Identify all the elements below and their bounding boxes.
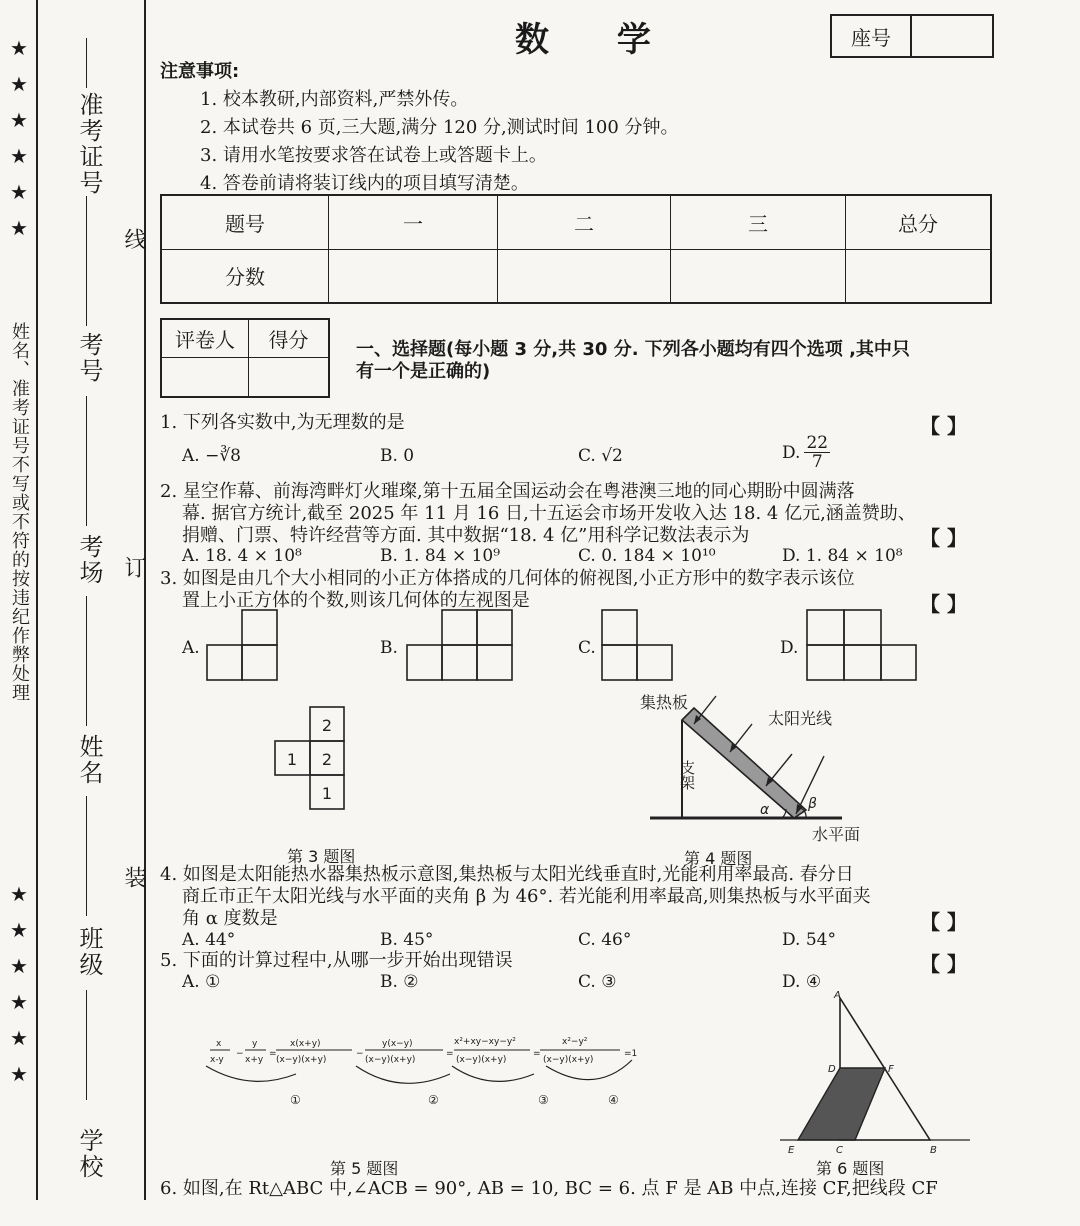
q2-answer-bracket[interactable]: 【 】 bbox=[920, 526, 967, 550]
field-exam-id: 准考证号 bbox=[75, 92, 103, 196]
seat-label: 座号 bbox=[832, 16, 912, 56]
q4-caption: 第 4 题图 bbox=[684, 849, 753, 868]
field-name: 姓名 bbox=[75, 734, 103, 786]
q3-option-b-label[interactable]: B. bbox=[380, 638, 398, 658]
svg-text:(x−y)(x+y): (x−y)(x+y) bbox=[456, 1055, 507, 1065]
q6-point-label: C bbox=[836, 1145, 843, 1156]
q3-option-figures bbox=[0, 600, 1080, 690]
q5-step-marker: ③ bbox=[538, 1093, 549, 1107]
svg-text:x²+xy−xy−y²: x²+xy−xy−y² bbox=[454, 1037, 516, 1047]
binding-char-order: 订 bbox=[121, 556, 146, 580]
q3-fig-number: 2 bbox=[321, 750, 333, 769]
score-table bbox=[160, 194, 992, 304]
q3-option-d-label[interactable]: D. bbox=[780, 638, 799, 658]
field-name-line bbox=[86, 796, 87, 916]
section-heading-cont: 有一个是正确的) bbox=[356, 361, 491, 382]
binding-char-line: 线 bbox=[121, 228, 146, 252]
q4-solar-figure bbox=[636, 690, 866, 850]
q6-point-label: B bbox=[930, 1145, 937, 1156]
seat-input[interactable] bbox=[912, 16, 992, 56]
q2-option-a[interactable]: A. 18. 4 × 10⁸ bbox=[182, 546, 302, 566]
q1-option-d[interactable] bbox=[782, 434, 830, 471]
q4-label-panel: 集热板 bbox=[640, 693, 689, 712]
q4-option-a[interactable]: A. 44° bbox=[182, 930, 236, 950]
field-exam-no-line bbox=[86, 396, 87, 526]
q1-stem: 1. 下列各实数中,为无理数的是 bbox=[160, 412, 405, 433]
q6-point-label: E bbox=[788, 1145, 795, 1156]
q4-option-c[interactable]: C. 46° bbox=[578, 930, 632, 950]
q2-option-d[interactable]: D. 1. 84 × 10⁸ bbox=[782, 546, 903, 566]
svg-text:(x−y)(x+y): (x−y)(x+y) bbox=[365, 1055, 416, 1065]
binding-char-bind: 装 bbox=[121, 866, 146, 890]
score-cell[interactable] bbox=[329, 249, 498, 303]
q5-option-d[interactable]: D. ④ bbox=[782, 972, 822, 992]
q3-stem-line: 3. 如图是由几个大小相同的小正方体搭成的几何体的俯视图,小正方形中的数字表示该位 bbox=[160, 568, 855, 589]
q2-option-c[interactable]: C. 0. 184 × 10¹⁰ bbox=[578, 546, 716, 566]
q6-point-label: A bbox=[834, 990, 841, 1001]
q6-point-label: F bbox=[888, 1064, 894, 1075]
q3-stem-line: 置上小正方体的个数,则该几何体的左视图是 bbox=[182, 590, 530, 611]
q4-label-sunlight: 太阳光线 bbox=[768, 709, 833, 728]
field-class: 班级 bbox=[75, 926, 103, 978]
q3-option-a-figure bbox=[207, 610, 277, 680]
q4-stem-line: 4. 如图是太阳能热水器集热板示意图,集热板与太阳光线垂直时,光能利用率最高. 春分日 bbox=[160, 864, 854, 885]
q4-label-support-text: 支架 bbox=[666, 760, 696, 778]
q3-top-view-figure bbox=[270, 704, 370, 816]
field-class-line bbox=[86, 990, 87, 1100]
q6-stem: 6. 如图,在 Rt△ABC 中,∠ACB = 90°, AB = 10, BC = 6. 点 F 是 AB 中点,连接 CF,把线段 CF bbox=[160, 1178, 938, 1199]
svg-text:−: − bbox=[236, 1049, 244, 1059]
field-exam-room: 考场 bbox=[75, 534, 103, 586]
q3-fig-number: 1 bbox=[286, 750, 298, 769]
grader-cell[interactable] bbox=[249, 357, 330, 397]
q5-option-c[interactable]: C. ③ bbox=[578, 972, 617, 992]
svg-text:=: = bbox=[533, 1049, 541, 1059]
q2-stem-line: 2. 星空作幕、前海湾畔灯火璀璨,第十五届全国运动会在粤港澳三地的同心期盼中圆满落 bbox=[160, 481, 855, 502]
svg-text:x(x+y): x(x+y) bbox=[290, 1039, 321, 1049]
q4-stem-line: 商丘市正午太阳光线与水平面的夹角 β 为 46°. 若光能利用率最高,则集热板与水平面夹 bbox=[182, 886, 871, 907]
note-item: 3. 请用水笔按要求答在试卷上或答题卡上。 bbox=[200, 145, 547, 166]
score-cell[interactable] bbox=[846, 249, 992, 303]
notes-heading: 注意事项: bbox=[160, 61, 240, 82]
q2-option-b[interactable]: B. 1. 84 × 10⁹ bbox=[380, 546, 501, 566]
q1-option-b[interactable]: B. 0 bbox=[380, 446, 415, 466]
q1-option-c[interactable]: C. √2 bbox=[578, 446, 623, 466]
seat-box bbox=[830, 14, 994, 58]
section-heading: 一、选择题(每小题 3 分,共 30 分. 下列各小题均有四个选项 ,其中只 bbox=[356, 339, 910, 360]
q3-option-a-label[interactable]: A. bbox=[182, 638, 200, 658]
score-header: 题号 bbox=[161, 195, 329, 249]
score-row-label: 分数 bbox=[161, 249, 329, 303]
q6-triangle-figure bbox=[780, 990, 980, 1164]
svg-text:x-y: x-y bbox=[210, 1055, 224, 1065]
q5-answer-bracket[interactable]: 【 】 bbox=[920, 952, 967, 976]
q4-option-b[interactable]: B. 45° bbox=[380, 930, 434, 950]
q3-option-c-figure bbox=[602, 610, 672, 680]
field-exam-id-line bbox=[86, 38, 87, 88]
q4-option-d[interactable]: D. 54° bbox=[782, 930, 836, 950]
grader-table bbox=[160, 318, 330, 398]
note-item: 2. 本试卷共 6 页,三大题,满分 120 分,测试时间 100 分钟。 bbox=[200, 117, 679, 138]
svg-text:y(x−y): y(x−y) bbox=[382, 1039, 413, 1049]
grader-header: 评卷人 bbox=[161, 319, 249, 357]
svg-text:=1: =1 bbox=[624, 1049, 638, 1059]
q1-option-a[interactable]: A. −∛8 bbox=[182, 446, 241, 466]
seal-notice: 姓名、准考证号不写或不符的按违纪作弊处理 bbox=[9, 322, 30, 702]
page-title: 数 学 bbox=[515, 20, 679, 60]
q6-point-label: D bbox=[828, 1064, 836, 1075]
svg-text:=: = bbox=[269, 1049, 277, 1059]
q1-option-d-prefix: D. bbox=[782, 442, 801, 463]
q3-fig-number: 1 bbox=[321, 784, 333, 803]
q5-caption: 第 5 题图 bbox=[330, 1159, 399, 1178]
field-exam-no: 考号 bbox=[75, 332, 103, 384]
q3-option-c-label[interactable]: C. bbox=[578, 638, 596, 658]
q5-option-b[interactable]: B. ② bbox=[380, 972, 419, 992]
q3-option-d-figure bbox=[807, 610, 916, 680]
fraction bbox=[804, 434, 830, 471]
q4-stem-line: 角 α 度数是 bbox=[182, 908, 278, 929]
grader-header: 得分 bbox=[249, 319, 330, 357]
score-header: 一 bbox=[329, 195, 498, 249]
svg-text:(x−y)(x+y): (x−y)(x+y) bbox=[543, 1055, 594, 1065]
svg-text:=: = bbox=[446, 1049, 454, 1059]
fraction-denominator: 7 bbox=[811, 452, 823, 472]
q4-label-ground: 水平面 bbox=[812, 825, 861, 844]
q3-fig-number: 2 bbox=[321, 716, 333, 735]
grader-cell[interactable] bbox=[161, 357, 249, 397]
q4-answer-bracket[interactable]: 【 】 bbox=[920, 910, 967, 934]
field-school: 学校 bbox=[75, 1128, 103, 1180]
q4-label-beta: β bbox=[808, 796, 817, 812]
note-item: 1. 校本教研,内部资料,严禁外传。 bbox=[200, 89, 469, 110]
q6-caption: 第 6 题图 bbox=[816, 1159, 885, 1178]
svg-text:−: − bbox=[356, 1049, 364, 1059]
q5-calculation-figure bbox=[200, 1030, 650, 1114]
q5-stem: 5. 下面的计算过程中,从哪一步开始出现错误 bbox=[160, 950, 513, 971]
score-cell[interactable] bbox=[498, 249, 671, 303]
q1-answer-bracket[interactable]: 【 】 bbox=[920, 414, 967, 438]
svg-text:(x−y)(x+y): (x−y)(x+y) bbox=[276, 1055, 327, 1065]
svg-text:x: x bbox=[216, 1039, 222, 1049]
score-header: 二 bbox=[498, 195, 671, 249]
q5-option-a[interactable]: A. ① bbox=[182, 972, 221, 992]
q5-step-marker: ② bbox=[428, 1093, 439, 1107]
q2-stem-line: 捐赠、门票、特许经营等方面. 其中数据“18. 4 亿”用科学记数法表示为 bbox=[182, 525, 750, 546]
svg-text:x²−y²: x²−y² bbox=[562, 1037, 588, 1047]
svg-text:x+y: x+y bbox=[245, 1055, 264, 1065]
score-header: 总分 bbox=[846, 195, 992, 249]
svg-text:y: y bbox=[252, 1039, 258, 1049]
q4-label-alpha: α bbox=[760, 802, 770, 818]
q5-step-marker: ① bbox=[290, 1093, 301, 1107]
q2-stem-line: 幕. 据官方统计,截至 2025 年 11 月 16 日,十五运会市场开发收入达 18. 4 亿元,涵盖赞助、 bbox=[182, 503, 916, 524]
score-cell[interactable] bbox=[671, 249, 846, 303]
note-item: 4. 答卷前请将装订线内的项目填写清楚。 bbox=[200, 173, 529, 194]
q3-caption: 第 3 题图 bbox=[287, 847, 356, 866]
fraction-numerator: 22 bbox=[806, 433, 829, 453]
q3-option-b-figure bbox=[407, 610, 512, 680]
q5-step-marker: ④ bbox=[608, 1093, 619, 1107]
q3-answer-bracket[interactable]: 【 】 bbox=[920, 592, 967, 616]
score-header: 三 bbox=[671, 195, 846, 249]
field-exam-id-line2 bbox=[86, 196, 87, 326]
